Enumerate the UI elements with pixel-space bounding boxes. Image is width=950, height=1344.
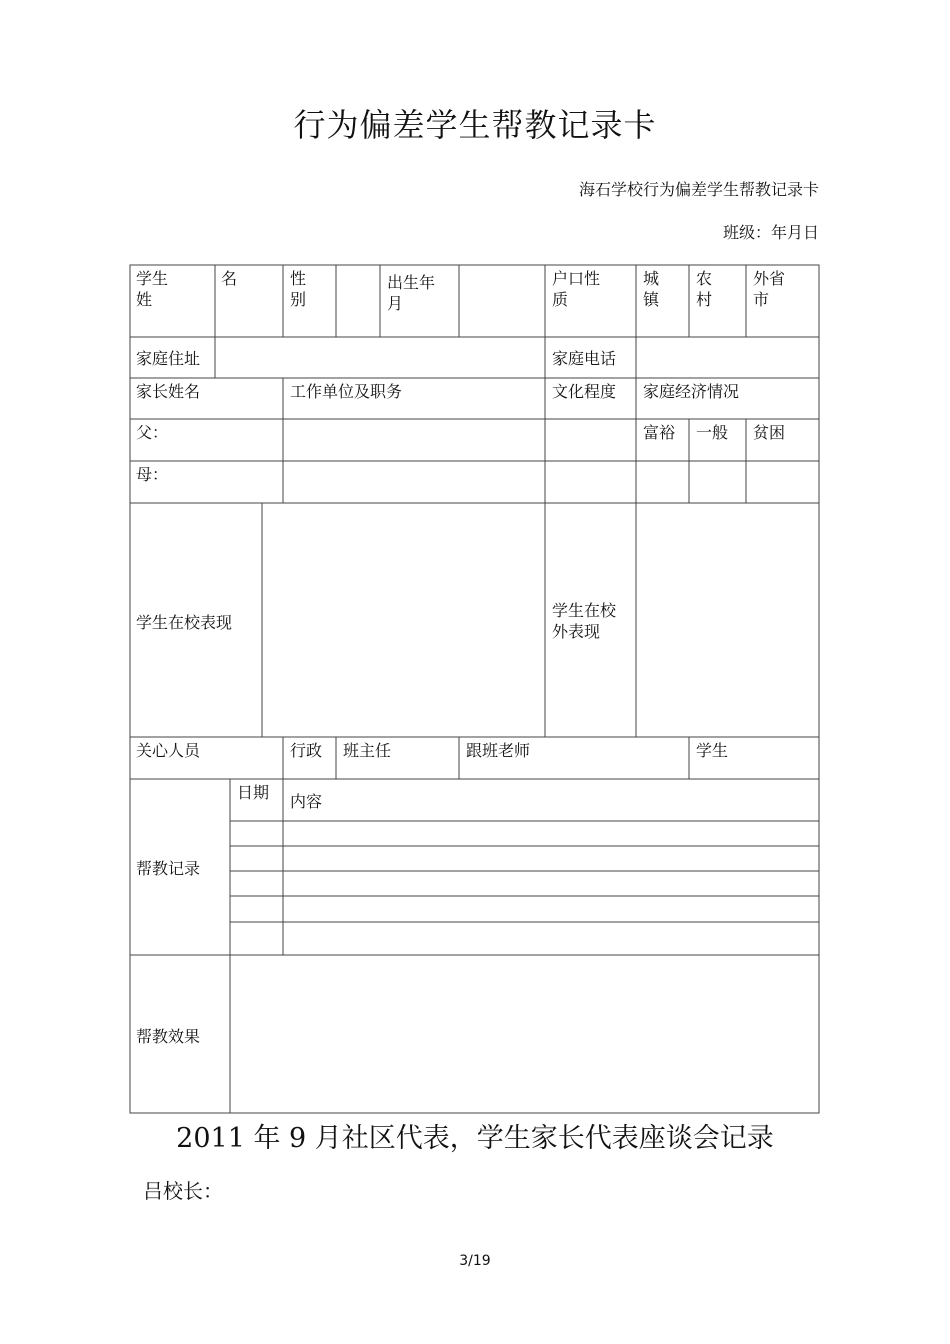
head-teacher-label: 班主任 — [343, 741, 392, 760]
hukou-other-province-label: 外省 市 — [753, 269, 786, 309]
home-phone-label: 家庭电话 — [552, 349, 617, 368]
caring-staff-label: 关心人员 — [136, 741, 201, 760]
poor-label: 贫困 — [753, 423, 786, 442]
class-date-line: 班级：年月日 — [722, 223, 819, 242]
rich-label: 富裕 — [643, 423, 676, 442]
class-teacher-label: 跟班老师 — [466, 741, 531, 760]
family-economy-label: 家庭经济情况 — [643, 382, 740, 401]
form-subtitle: 海石学校行为偏差学生帮教记录卡 — [578, 180, 819, 199]
administration-label: 行政 — [290, 741, 323, 760]
student-name-label: 学生 姓 — [136, 269, 169, 309]
school-performance-label: 学生在校表现 — [136, 613, 233, 632]
page-title: 行为偏差学生帮教记录卡 — [293, 106, 657, 144]
help-effect-label: 帮教效果 — [136, 1027, 201, 1046]
page-number: 3/19 — [459, 1253, 491, 1269]
birth-date-label: 出生年 月 — [387, 273, 436, 313]
help-record-label: 帮教记录 — [136, 859, 201, 878]
hukou-town-label: 城 镇 — [643, 269, 660, 309]
hukou-type-label: 户口性 质 — [552, 269, 601, 309]
father-label: 父： — [136, 423, 169, 442]
content-column-header: 内容 — [290, 792, 323, 811]
outside-performance-label: 学生在校 外表现 — [552, 601, 617, 641]
speaker-label: 吕校长： — [143, 1179, 223, 1203]
mother-label: 母： — [136, 465, 169, 484]
meeting-record-heading: 2011 年 9 月社区代表，学生家长代表座谈会记录 — [176, 1123, 774, 1154]
education-label: 文化程度 — [552, 382, 617, 401]
home-address-label: 家庭住址 — [136, 349, 201, 368]
parent-name-label: 家长姓名 — [136, 382, 201, 401]
hukou-rural-label: 农 村 — [696, 269, 713, 309]
average-label: 一般 — [696, 423, 729, 442]
name-char-label: 名 — [221, 269, 238, 288]
student-label: 学生 — [696, 741, 729, 760]
gender-label: 性 别 — [290, 269, 307, 309]
date-column-header: 日期 — [237, 783, 270, 802]
work-unit-label: 工作单位及职务 — [290, 382, 403, 401]
